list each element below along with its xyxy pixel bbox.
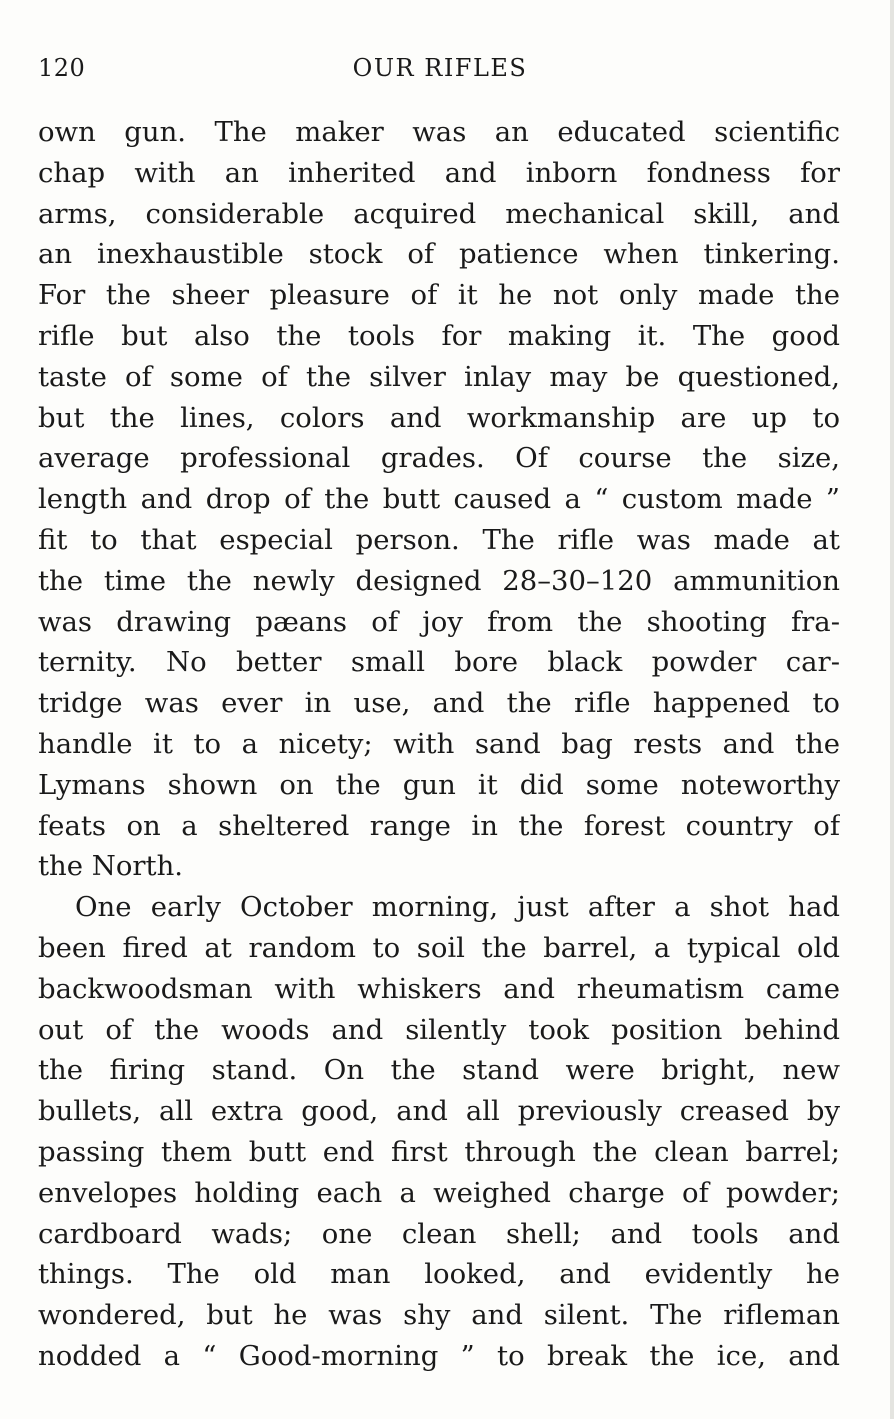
text-line: length and drop of the butt caused a “ custom made ” xyxy=(38,483,840,516)
text-line: the firing stand. On the stand were bright, new xyxy=(38,1054,840,1087)
text-line: own gun. The maker was an educated scientific xyxy=(38,116,840,148)
text-line: the North. xyxy=(38,850,184,883)
paragraph-2 xyxy=(38,887,840,1377)
text-line: tridge was ever in use, and the rifle happened to xyxy=(38,687,840,720)
text-line: cardboard wads; one clean shell; and tools and xyxy=(38,1217,840,1250)
text-line: ternity. No better small bore black powder car- xyxy=(38,646,840,679)
text-line: but the lines, colors and workmanship are up to xyxy=(38,401,840,434)
text-line: out of the woods and silently took position behind xyxy=(38,1013,840,1046)
text-line: an inexhaustible stock of patience when tinkering. xyxy=(38,238,840,271)
text-line: was drawing pæans of joy from the shooting fra- xyxy=(38,605,840,638)
text-line: chap with an inherited and inborn fondness for xyxy=(38,156,840,189)
page-header xyxy=(38,54,842,88)
text-line: One early October morning, just after a shot had xyxy=(75,891,840,924)
text-line: wondered, but he was shy and silent. The rifleman xyxy=(38,1299,840,1332)
text-line: things. The old man looked, and evidently he xyxy=(38,1258,840,1291)
running-head: OUR RIFLES xyxy=(352,54,528,82)
text-line: fit to that especial person. The rifle was made at xyxy=(38,523,840,556)
page-edge xyxy=(890,0,894,1419)
text-line: For the sheer pleasure of it he not only made the xyxy=(38,279,840,312)
body-text xyxy=(38,112,840,1377)
text-line: backwoodsman with whiskers and rheumatism came xyxy=(38,972,840,1005)
page-number: 120 xyxy=(38,54,86,82)
text-line: passing them butt end first through the clean barrel; xyxy=(38,1135,840,1168)
text-line: the time the newly designed 28–30–120 ammunition xyxy=(38,564,840,597)
text-line: Lymans shown on the gun it did some noteworthy xyxy=(38,768,840,801)
paragraph-1 xyxy=(38,112,840,887)
text-line: feats on a sheltered range in the forest country of xyxy=(38,809,840,842)
text-line: bullets, all extra good, and all previously creased by xyxy=(38,1095,840,1128)
text-line: nodded a “ Good-morning ” to break the ice, and xyxy=(38,1339,840,1372)
text-line: been fired at random to soil the barrel, a typical old xyxy=(38,931,840,964)
text-line: handle it to a nicety; with sand bag rests and the xyxy=(38,727,840,760)
text-line: taste of some of the silver inlay may be questioned, xyxy=(38,360,840,393)
text-line: average professional grades. Of course the size, xyxy=(38,442,840,475)
text-line: rifle but also the tools for making it. The good xyxy=(38,319,840,352)
text-line: arms, considerable acquired mechanical skill, and xyxy=(38,197,840,230)
text-line: envelopes holding each a weighed charge of powder; xyxy=(38,1176,840,1209)
